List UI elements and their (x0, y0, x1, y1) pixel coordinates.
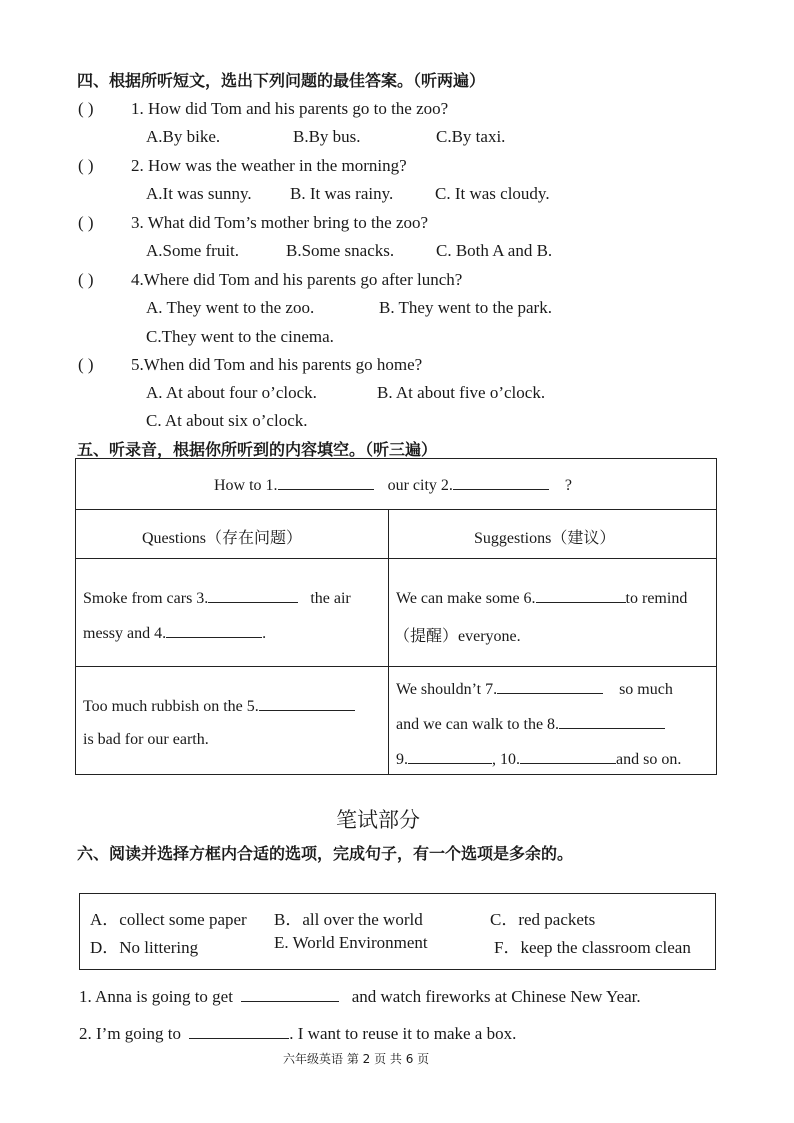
option-a: A.It was sunny. (146, 184, 252, 203)
sentence-2-start: 2. I’m going to (79, 1024, 181, 1043)
box-option-c: C．red packets (490, 910, 596, 929)
option-a: A.Some fruit. (146, 241, 240, 260)
option-c: C.By taxi. (436, 127, 506, 146)
cell-text: and so on. (616, 751, 682, 768)
written-part-title: 笔试部分 (336, 808, 420, 832)
options-box (79, 893, 716, 970)
section-4-heading: 四、根据所听短文，选出下列问题的最佳答案。（听两遍） (77, 71, 486, 90)
answer-bracket[interactable]: ( ) (78, 270, 94, 289)
cell-text: is bad for our earth. (83, 731, 209, 748)
option-b: B. It was rainy. (290, 184, 394, 203)
column-header-questions: Questions（存在问题） (142, 530, 303, 547)
cell-text: the air (310, 590, 351, 607)
cell-text: Too much rubbish on the 5. (83, 698, 259, 715)
cell-text: and we can walk to the 8. (396, 716, 560, 733)
question-text: 4.Where did Tom and his parents go after lunch? (131, 270, 463, 289)
box-option-e: E. World Environment (274, 933, 428, 952)
option-a: A. At about four o’clock. (146, 383, 317, 402)
blank-9[interactable] (408, 749, 492, 764)
blank-6[interactable] (536, 588, 626, 603)
question-text: 2. How was the weather in the morning? (131, 156, 407, 175)
question-text: 5.When did Tom and his parents go home? (131, 355, 423, 374)
cell-text: , 10. (492, 751, 520, 768)
blank-10[interactable] (520, 749, 616, 764)
box-option-a: A．collect some paper (90, 910, 247, 929)
column-header-suggestions: Suggestions（建议） (474, 530, 616, 547)
option-b: B.Some snacks. (286, 241, 395, 260)
option-c: C. It was cloudy. (435, 184, 550, 203)
table-title-part: ? (564, 477, 572, 494)
answer-bracket[interactable]: ( ) (78, 99, 94, 118)
box-option-b: B．all over the world (274, 910, 423, 929)
table-title-part: How to 1. (214, 477, 278, 494)
option-c: C. Both A and B. (436, 241, 553, 260)
cell-text: Smoke from cars 3. (83, 590, 209, 607)
page-footer: 六年级英语 第 2 页 共 6 页 (283, 1052, 430, 1066)
cell-text: to remind (625, 590, 688, 607)
sentence-2-blank[interactable] (189, 1024, 289, 1039)
option-a: A. They went to the zoo. (146, 298, 315, 317)
blank-7[interactable] (497, 679, 603, 694)
answer-bracket[interactable]: ( ) (78, 213, 94, 232)
cell-text: （提醒）everyone. (394, 628, 521, 645)
section-6-heading: 六、阅读并选择方框内合适的选项，完成句子，有一个选项是多余的。 (77, 844, 574, 863)
blank-8[interactable] (559, 714, 665, 729)
cell-text: We can make some 6. (396, 590, 536, 607)
blank-5[interactable] (259, 696, 355, 711)
answer-bracket[interactable]: ( ) (78, 355, 94, 374)
blank-1[interactable] (278, 475, 374, 490)
answer-bracket[interactable]: ( ) (78, 156, 94, 175)
blank-4[interactable] (166, 623, 262, 638)
sentence-1-end: and watch fireworks at Chinese New Year. (351, 987, 641, 1006)
cell-text: 9. (396, 751, 408, 768)
cell-text: We shouldn’t 7. (396, 681, 498, 698)
cell-text: so much (619, 681, 673, 698)
sentence-1-blank[interactable] (241, 987, 339, 1002)
fill-in-table (75, 458, 717, 775)
option-b: B. At about five o’clock. (377, 383, 546, 402)
option-b: B. They went to the park. (379, 298, 552, 317)
box-option-d: D．No littering (90, 938, 199, 957)
blank-3[interactable] (208, 588, 298, 603)
table-title-part: our city 2. (387, 477, 453, 494)
section-5-heading: 五、听录音，根据你所听到的内容填空。（听三遍） (77, 440, 438, 459)
option-c: C.They went to the cinema. (146, 327, 334, 346)
option-c: C. At about six o’clock. (146, 411, 308, 430)
blank-2[interactable] (453, 475, 549, 490)
question-text: 3. What did Tom’s mother bring to the zoo? (131, 213, 429, 232)
sentence-1-start: 1. Anna is going to get (79, 987, 233, 1006)
sentence-2-end: . I want to reuse it to make a box. (289, 1024, 517, 1043)
option-b: B.By bus. (293, 127, 361, 146)
box-option-f: F．keep the classroom clean (494, 938, 691, 957)
cell-text: . (262, 625, 267, 642)
question-text: 1. How did Tom and his parents go to the zoo? (131, 99, 449, 118)
cell-text: messy and 4. (83, 625, 167, 642)
option-a: A.By bike. (146, 127, 221, 146)
